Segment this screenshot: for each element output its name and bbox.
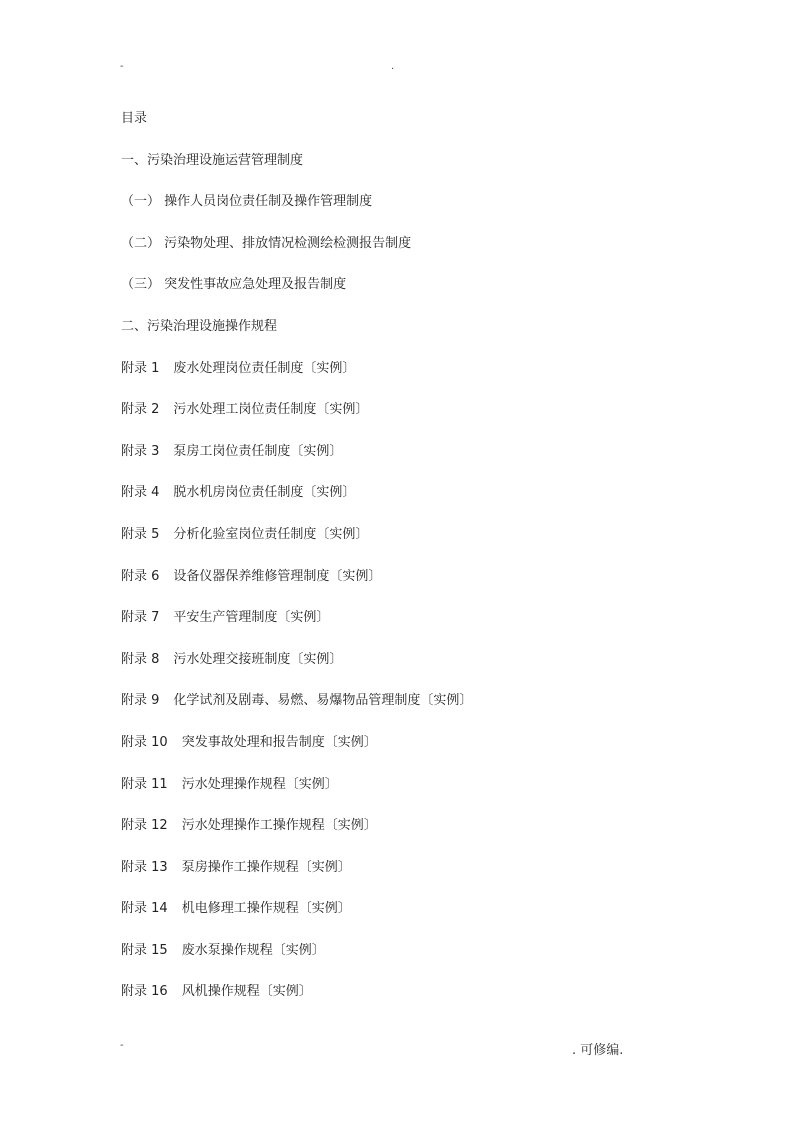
header-right-mark: . <box>391 61 395 72</box>
appendix-title: 废水处理岗位责任制度〔实例〕 <box>173 360 356 376</box>
appendix-title: 泵房操作工操作规程〔实例〕 <box>181 859 351 875</box>
toc-appendix-item <box>121 525 681 567</box>
toc-appendix-item <box>121 941 681 983</box>
appendix-number: 附录 4 <box>121 485 160 501</box>
toc-appendix-item <box>121 775 681 817</box>
toc-appendix-item <box>121 608 681 650</box>
appendix-number: 附录 13 <box>121 859 168 875</box>
appendix-number: 附录 11 <box>121 776 168 792</box>
toc-appendix-item <box>121 359 681 401</box>
appendix-title: 风机操作规程〔实例〕 <box>181 984 312 1000</box>
toc-section: 一、污染治理设施运营管理制度 <box>121 152 304 168</box>
toc-appendix-item <box>121 650 681 692</box>
appendix-title: 机电修理工操作规程〔实例〕 <box>181 901 351 917</box>
toc-appendix-item <box>121 982 681 1024</box>
toc-appendix-item <box>121 483 681 525</box>
toc-appendix-item <box>121 400 681 442</box>
appendix-title: 分析化验室岗位责任制度〔实例〕 <box>173 526 369 542</box>
appendix-title: 污水处理交接班制度〔实例〕 <box>173 651 343 667</box>
appendix-number: 附录 9 <box>121 693 160 709</box>
appendix-title: 污水处理操作规程〔实例〕 <box>181 776 338 792</box>
header-left-mark: - <box>120 61 124 72</box>
appendix-number: 附录 16 <box>121 984 168 1000</box>
toc-section: 二、污染治理设施操作规程 <box>121 318 278 334</box>
appendix-number: 附录 3 <box>121 443 160 459</box>
toc-section: （一） 操作人员岗位责任制及操作管理制度 <box>121 194 373 210</box>
toc-appendix-item <box>121 816 681 858</box>
appendix-title: 设备仪器保养维修管理制度〔实例〕 <box>173 568 382 584</box>
toc-appendix-item <box>121 899 681 941</box>
toc-appendix-item <box>121 567 681 609</box>
appendix-number: 附录 7 <box>121 610 160 626</box>
toc-title: 目录 <box>121 111 148 126</box>
appendix-title: 突发事故处理和报告制度〔实例〕 <box>181 734 377 750</box>
appendix-title: 污水处理工岗位责任制度〔实例〕 <box>173 402 369 418</box>
appendix-number: 附录 1 <box>121 360 160 376</box>
footer-left-mark: - <box>120 1040 124 1051</box>
appendix-title: 脱水机房岗位责任制度〔实例〕 <box>173 485 356 501</box>
toc-section: （二） 污染物处理、排放情况检测绘检测报告制度 <box>121 235 412 251</box>
toc-appendix-item <box>121 442 681 484</box>
appendix-number: 附录 5 <box>121 526 160 542</box>
appendix-number: 附录 15 <box>121 942 168 958</box>
appendix-title: 污水处理操作工操作规程〔实例〕 <box>181 818 377 834</box>
toc-section: （三） 突发性事故应急处理及报告制度 <box>121 277 347 293</box>
appendix-number: 附录 2 <box>121 402 160 418</box>
toc-appendix-item <box>121 858 681 900</box>
appendix-number: 附录 8 <box>121 651 160 667</box>
toc-appendix-item <box>121 733 681 775</box>
appendix-title: 泵房工岗位责任制度〔实例〕 <box>173 443 343 459</box>
appendix-number: 附录 14 <box>121 901 168 917</box>
appendix-number: 附录 10 <box>121 734 168 750</box>
toc-appendix-item <box>121 691 681 733</box>
appendix-number: 附录 12 <box>121 818 168 834</box>
table-of-contents <box>121 109 681 1024</box>
appendix-title: 平安生产管理制度〔实例〕 <box>173 610 330 626</box>
appendix-title: 废水泵操作规程〔实例〕 <box>181 942 325 958</box>
appendix-title: 化学试剂及剧毒、易燃、易爆物品管理制度〔实例〕 <box>173 693 473 709</box>
appendix-number: 附录 6 <box>121 568 160 584</box>
footer-editable-note: . 可修编. <box>572 1043 624 1058</box>
